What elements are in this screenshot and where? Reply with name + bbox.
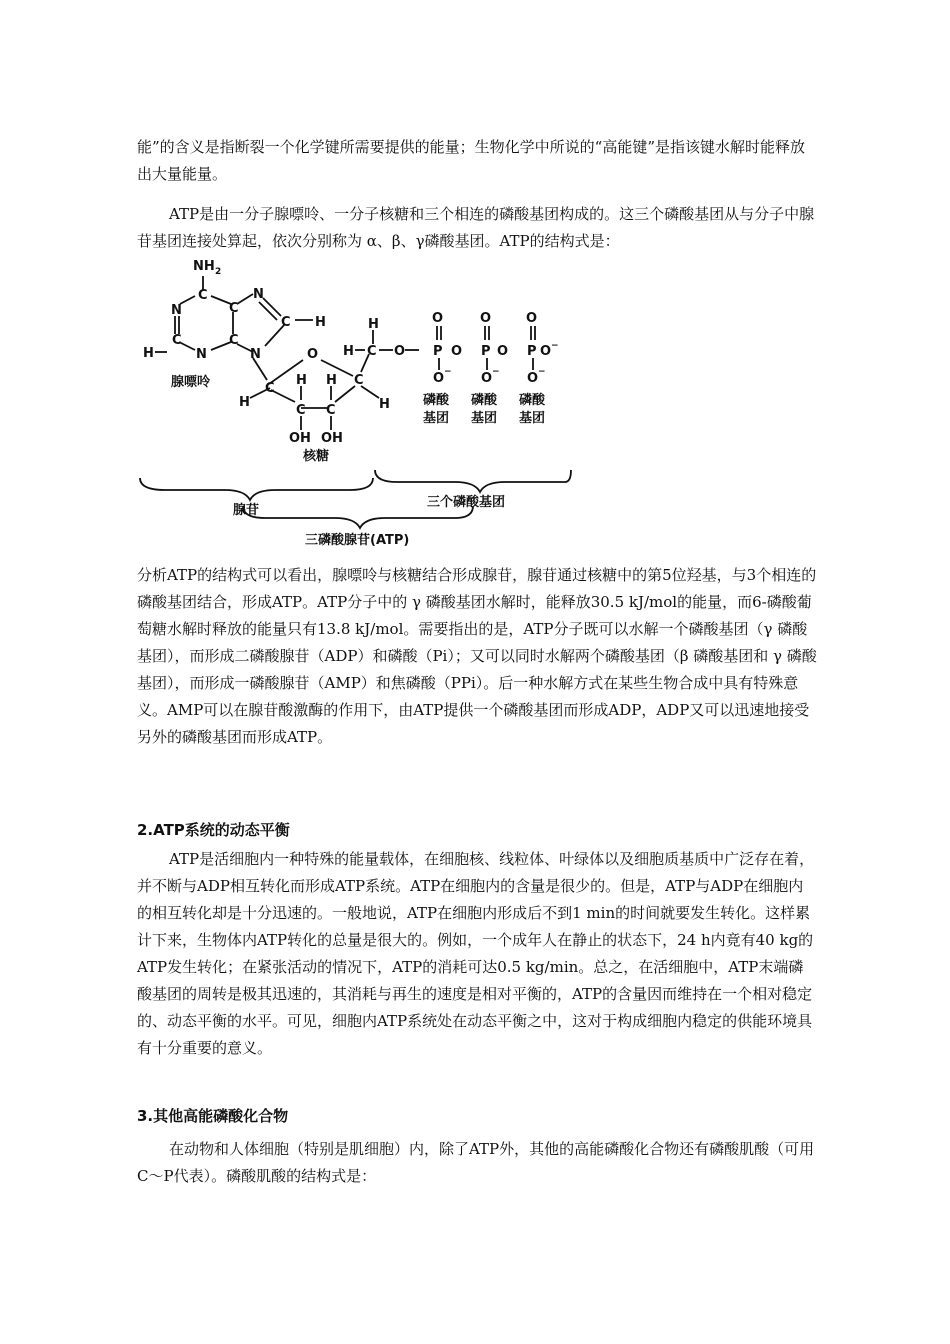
beta-p: P bbox=[481, 344, 491, 359]
gamma-charge-right: − bbox=[551, 341, 559, 351]
amino-subscript: 2 bbox=[215, 267, 222, 277]
bridge-o-1: O bbox=[451, 344, 463, 359]
c5-h-top: H bbox=[368, 317, 379, 332]
beta-charge: − bbox=[492, 367, 500, 377]
ribose-h4: H bbox=[379, 397, 390, 412]
ester-o: O bbox=[394, 344, 406, 359]
label-three-phosphates: 三个磷酸基团 bbox=[427, 495, 506, 510]
gamma-o-bottom: O bbox=[527, 371, 539, 386]
amino-nh: NH bbox=[193, 259, 215, 274]
label-phosphate-beta-1: 磷酸 bbox=[471, 393, 498, 408]
gamma-o-right: O bbox=[540, 344, 552, 359]
ribose-c2: C bbox=[296, 403, 306, 418]
label-phosphate-beta-2: 基团 bbox=[471, 411, 498, 426]
paragraph-1: 能”的含义是指断裂一个化学键所需要提供的能量；生物化学中所说的“高能键”是指该键水解时能释放出大量能量。 bbox=[137, 138, 806, 183]
adenine-c6: C bbox=[198, 288, 208, 303]
section-heading-2: 2.ATP系统的动态平衡 bbox=[137, 821, 290, 839]
ribose-c4: C bbox=[354, 373, 364, 388]
ribose-h2: H bbox=[296, 373, 307, 388]
ribose-c5: C bbox=[367, 344, 377, 359]
adenine-h8: H bbox=[315, 315, 326, 330]
label-phosphate-alpha-2: 基团 bbox=[423, 411, 450, 426]
adenine-n9: N bbox=[250, 347, 261, 362]
adenine-h2: H bbox=[143, 346, 154, 361]
ribose-h3: H bbox=[326, 373, 337, 388]
gamma-o-top: O bbox=[526, 311, 538, 326]
section-heading-3: 3.其他高能磷酸化合物 bbox=[137, 1107, 289, 1125]
ribose-c3: C bbox=[326, 403, 336, 418]
adenine-n7: N bbox=[253, 287, 264, 302]
label-adenosine: 腺苷 bbox=[233, 503, 260, 518]
adenine-c8: C bbox=[281, 315, 291, 330]
alpha-p: P bbox=[433, 344, 443, 359]
paragraph-2: ATP是由一分子腺嘌呤、一分子核糖和三个相连的磷酸基团构成的。这三个磷酸基团从与分子中腺苷基团连接处算起，依次分别称为 α、β、γ磷酸基团。ATP的结构式是： bbox=[137, 205, 815, 250]
adenine-n3: N bbox=[196, 347, 207, 362]
ribose-c1: C bbox=[265, 381, 275, 396]
label-phosphate-gamma-1: 磷酸 bbox=[519, 393, 546, 408]
adenine-c4: C bbox=[229, 333, 239, 348]
paragraph-5: 在动物和人体细胞（特别是肌细胞）内，除了ATP外，其他的高能磷酸化合物还有磷酸肌酸（可用C～P代表）。磷酸肌酸的结构式是： bbox=[137, 1140, 815, 1185]
label-atp: 三磷酸腺苷(ATP) bbox=[305, 533, 410, 548]
label-ribose: 核糖 bbox=[303, 449, 330, 464]
label-adenine: 腺嘌呤 bbox=[171, 375, 211, 390]
gamma-charge: − bbox=[538, 367, 546, 377]
label-phosphate-gamma-2: 基团 bbox=[519, 411, 546, 426]
adenine-n1: N bbox=[171, 303, 182, 318]
c5-h-left: H bbox=[343, 344, 354, 359]
label-phosphate-alpha-1: 磷酸 bbox=[423, 393, 450, 408]
ribose-oh3: OH bbox=[321, 431, 343, 446]
ribose-h1: H bbox=[239, 395, 250, 410]
paragraph-3: 分析ATP的结构式可以看出，腺嘌呤与核糖结合形成腺苷，腺苷通过核糖中的第5位羟基，与3个相连的磷酸基团结合，形成ATP。ATP分子中的 γ 磷酸基团水解时，能释放30.5 kJ/mol的能量，而6-磷酸葡萄糖水解时释放的能量只有13.8 kJ/mol。需要指出的是，ATP分子既可以水解一个磷酸基团（γ 磷酸基团），而形成二磷酸腺苷（ADP）和磷酸（Pi）；又可以同时水解两个磷酸基团（β 磷酸基团和 γ 磷酸基团），而形成一磷酸腺苷（AMP）和焦磷酸（PPi）。后一种水解方式在某些生物合成中具有特殊意义。AMP可以在腺苷酸激酶的作用下，由ATP提供一个磷酸基团而形成ADP，ADP又可以迅速地接受另外的磷酸基团而形成ATP。 bbox=[137, 566, 817, 746]
alpha-o-bottom: O bbox=[433, 371, 445, 386]
adenine-c2: C bbox=[172, 333, 182, 348]
beta-o-top: O bbox=[480, 311, 492, 326]
alpha-charge: − bbox=[444, 367, 452, 377]
bridge-o-2: O bbox=[497, 344, 509, 359]
ribose-o: O bbox=[307, 347, 319, 362]
alpha-o-top: O bbox=[432, 311, 444, 326]
atp-structure-diagram bbox=[135, 259, 575, 554]
paragraph-4: ATP是活细胞内一种特殊的能量载体，在细胞核、线粒体、叶绿体以及细胞质基质中广泛存在着，并不断与ADP相互转化而形成ATP系统。ATP在细胞内的含量是很少的。但是，ATP与ADP在细胞内的相互转化却是十分迅速的。一般地说，ATP在细胞内形成后不到1 min的时间就要发生转化。这样累计下来，生物体内ATP转化的总量是很大的。例如，一个成年人在静止的状态下，24 h内竟有40 kg的ATP发生转化；在紧张活动的情况下，ATP的消耗可达0.5 kg/min。总之，在活细胞中，ATP末端磷酸基团的周转是极其迅速的，其消耗与再生的速度是相对平衡的，ATP的含量因而维持在一个相对稳定的、动态平衡的水平。可见，细胞内ATP系统处在动态平衡之中，这对于构成细胞内稳定的供能环境具有十分重要的意义。 bbox=[137, 850, 815, 1057]
beta-o-bottom: O bbox=[481, 371, 493, 386]
ribose-oh2: OH bbox=[289, 431, 311, 446]
adenine-c5: C bbox=[229, 301, 239, 316]
gamma-p: P bbox=[527, 344, 537, 359]
